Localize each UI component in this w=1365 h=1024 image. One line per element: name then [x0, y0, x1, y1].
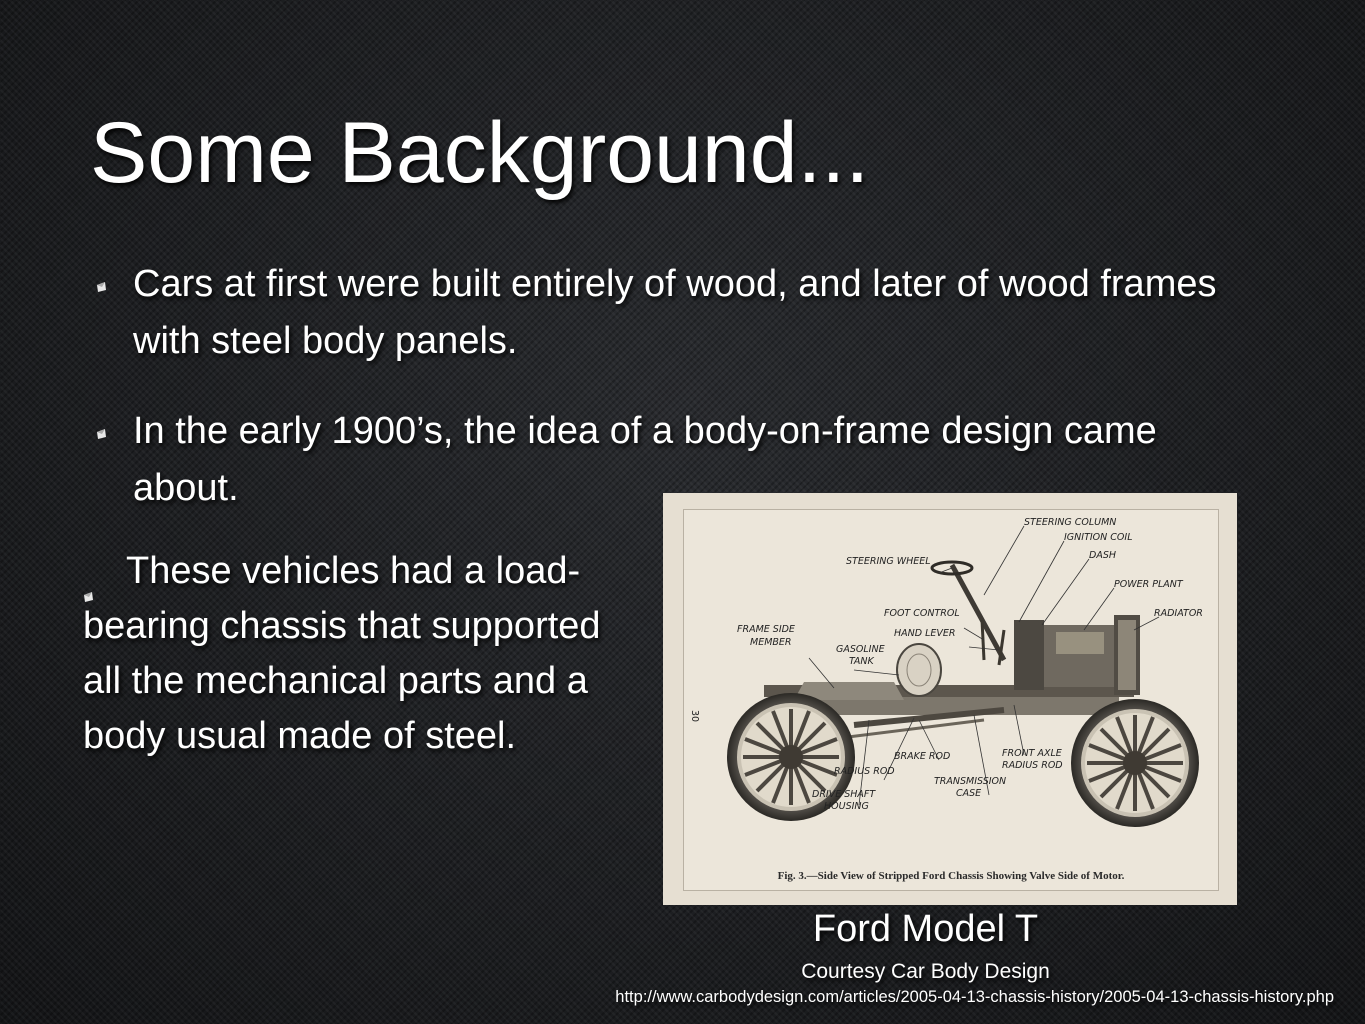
source-link[interactable]: http://www.carbodydesign.com/articles/2005-04-13-chassis-history/2005-04-13-chassis-history.php — [615, 988, 1334, 1006]
bullet-item — [133, 256, 1273, 370]
label-power-plant: POWER PLANT — [1114, 579, 1183, 590]
ford-chassis-illustration — [684, 510, 1216, 888]
sub-bullet-text: These vehicles had a load-bearing chassis that supported all the mechanical parts and a body usual made of steel. — [83, 550, 601, 757]
label-steering-column: STEERING COLUMN — [1024, 517, 1117, 528]
label-gasoline: GASOLINE — [836, 644, 885, 655]
label-member: MEMBER — [750, 637, 792, 648]
label-housing: HOUSING — [824, 801, 869, 812]
label-tank: TANK — [849, 656, 874, 667]
image-caption: Ford Model T — [812, 908, 1039, 950]
bullet-text: In the early 1900’s, the idea of a body-on-frame design came about. — [133, 410, 1157, 509]
label-foot-control: FOOT CONTROL — [884, 608, 960, 619]
label-brake-rod: BRAKE ROD — [894, 751, 951, 762]
label-transmission: TRANSMISSION — [934, 776, 1007, 787]
bullet-text: Cars at first were built entirely of wood, and later of wood frames with steel body panels. — [133, 263, 1217, 362]
chassis-photo — [663, 493, 1237, 905]
figure-caption: Fig. 3.—Side View of Stripped Ford Chassis Showing Valve Side of Motor. — [777, 870, 1125, 882]
label-steering-wheel: STEERING WHEEL — [846, 556, 931, 567]
bullet-icon — [96, 282, 107, 293]
label-radiator: RADIATOR — [1154, 608, 1203, 619]
label-front-radius-rod: RADIUS ROD — [1002, 760, 1063, 771]
image-credit: Courtesy Car Body Design — [801, 960, 1050, 983]
label-front-axle: FRONT AXLE — [1002, 748, 1062, 759]
sub-bullet-item — [83, 544, 603, 764]
label-case: CASE — [956, 788, 982, 799]
label-hand-lever: HAND LEVER — [894, 628, 956, 639]
bullet-icon — [96, 429, 107, 440]
label-radius-rod: RADIUS ROD — [834, 766, 895, 777]
front-wheel — [1071, 699, 1199, 827]
slide-title: Some Background... — [90, 105, 870, 201]
bullet-icon — [83, 564, 94, 575]
label-drive-shaft: DRIVE SHAFT — [812, 789, 876, 800]
label-ignition-coil: IGNITION COIL — [1064, 532, 1133, 543]
page-number: 30 — [689, 710, 700, 723]
label-frame-side: FRAME SIDE — [737, 624, 795, 635]
label-dash: DASH — [1089, 550, 1116, 561]
